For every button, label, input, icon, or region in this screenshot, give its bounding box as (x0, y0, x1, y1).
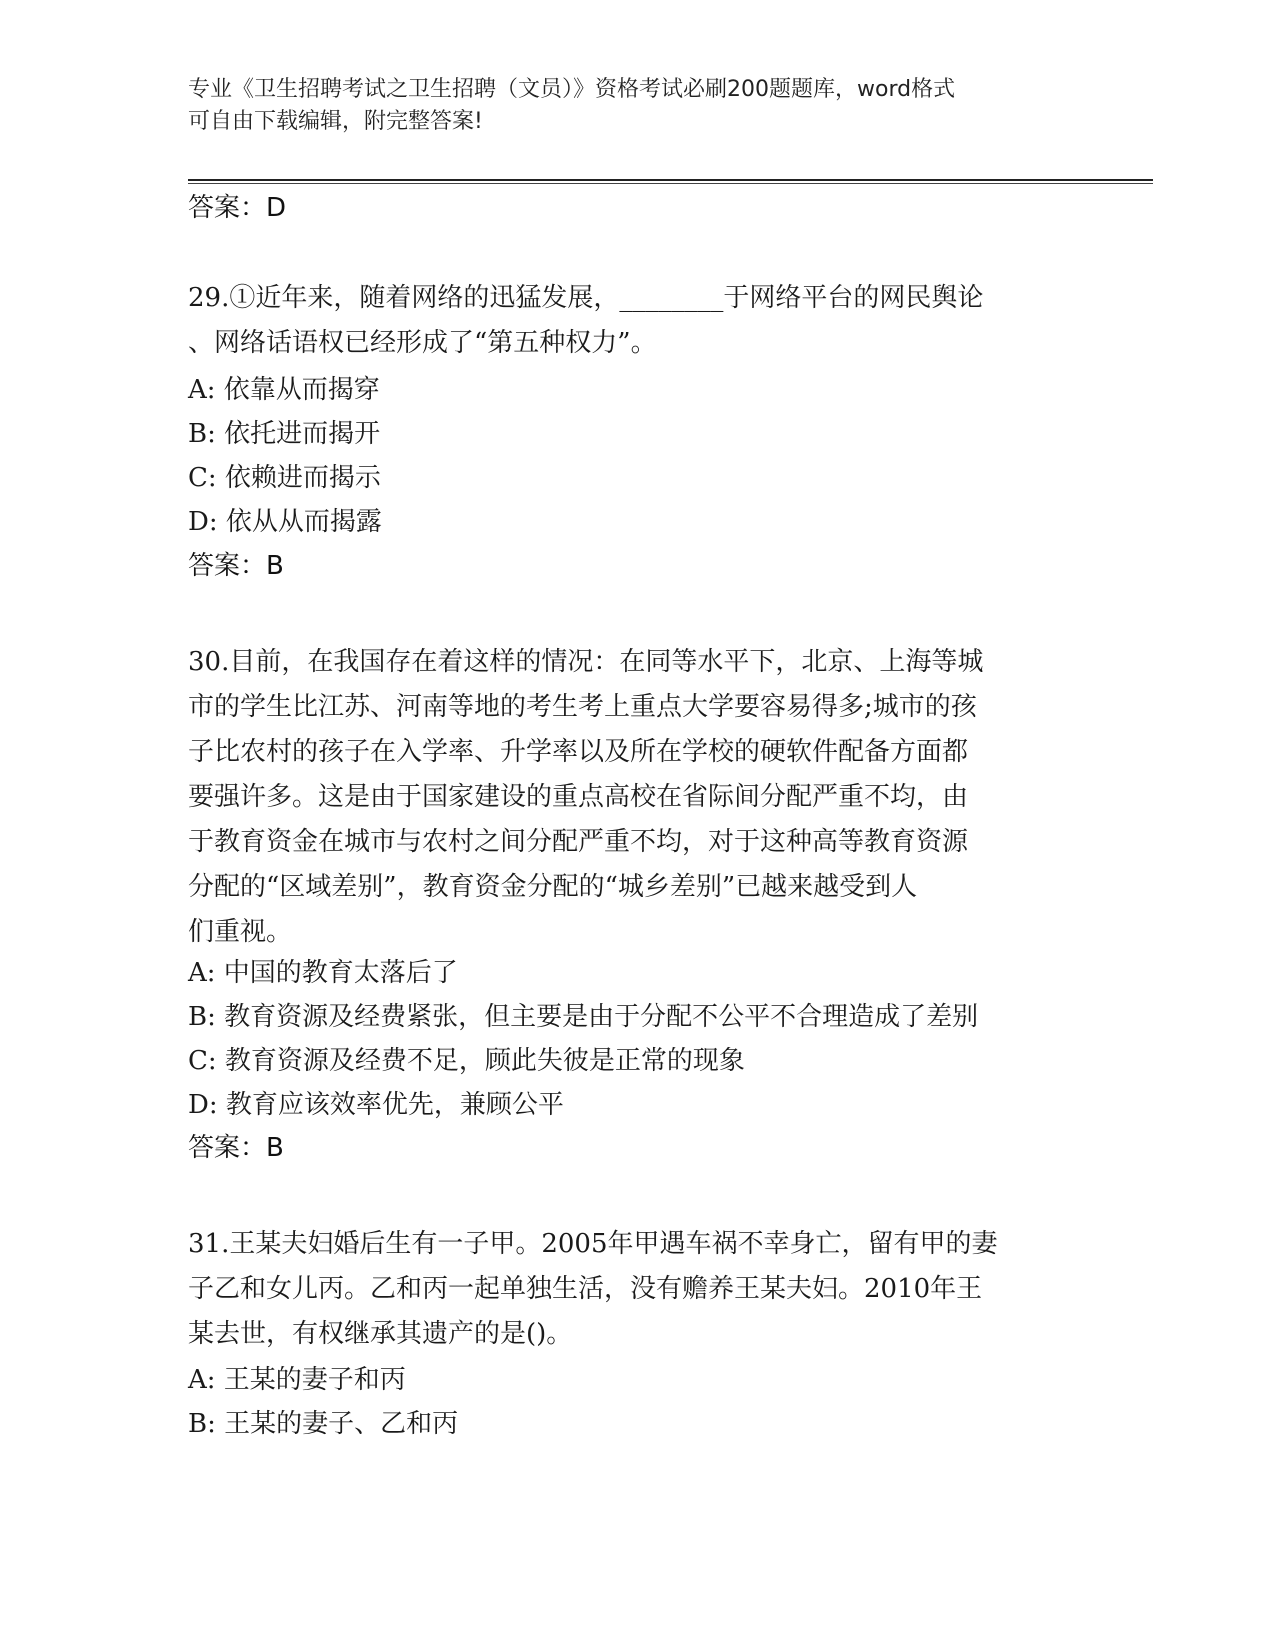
question-line: 们重视。 (188, 917, 293, 947)
question-line: 要强许多。这是由于国家建设的重点高校在省际间分配严重不均，由 (188, 782, 969, 812)
question-line: 、网络话语权已经形成了“第五种权力”。 (188, 328, 657, 358)
question-30-option-b: B: 教育资源及经费紧张，但主要是由于分配不公平不合理造成了差别 (188, 1002, 979, 1032)
question-30-option-d: D: 教育应该效率优先，兼顾公平 (188, 1090, 564, 1120)
header-line-1: 专业《卫生招聘考试之卫生招聘（文员）》资格考试必刷200题题库，word格式 (188, 77, 956, 102)
question-line: 于教育资金在城市与农村之间分配严重不均，对于这种高等教育资源 (188, 827, 969, 857)
question-29-option-b: B: 依托进而揭开 (188, 419, 381, 449)
question-31-option-a: A: 王某的妻子和丙 (188, 1365, 406, 1395)
question-line: 29.①近年来，随着网络的迅猛发展，________于网络平台的网民舆论 (188, 283, 984, 313)
question-line: 子乙和女儿丙。乙和丙一起单独生活，没有赡养王某夫妇。2010年王 (188, 1274, 983, 1304)
question-30-answer: 答案：B (188, 1133, 284, 1163)
question-29-text (188, 276, 983, 366)
previous-answer: 答案：D (188, 193, 287, 223)
question-line: 某去世，有权继承其遗产的是()。 (188, 1319, 573, 1349)
question-29-option-c: C: 依赖进而揭示 (188, 463, 381, 493)
question-31-option-b: B: 王某的妻子、乙和丙 (188, 1409, 459, 1439)
question-29-answer: 答案：B (188, 551, 284, 581)
question-29-option-a: A: 依靠从而揭穿 (188, 375, 380, 405)
header-line-2: 可自由下载编辑，附完整答案! (188, 109, 483, 134)
question-line: 分配的“区域差别”，教育资金分配的“城乡差别”已越来越受到人 (188, 872, 918, 902)
question-line: 市的学生比江苏、河南等地的考生考上重点大学要容易得多;城市的孩 (188, 692, 977, 722)
question-31-text (188, 1222, 998, 1357)
header-rule-thick (188, 179, 1153, 181)
question-line: 31.王某夫妇婚后生有一子甲。2005年甲遇车祸不幸身亡，留有甲的妻 (188, 1229, 998, 1259)
question-30-option-c: C: 教育资源及经费不足，顾此失彼是正常的现象 (188, 1046, 745, 1076)
header-rule-thin (188, 183, 1153, 184)
question-line: 子比农村的孩子在入学率、升学率以及所在学校的硬软件配备方面都 (188, 737, 969, 767)
question-30-text (188, 640, 983, 955)
question-29-option-d: D: 依从从而揭露 (188, 507, 382, 537)
document-header (188, 74, 1088, 138)
question-line: 30.目前，在我国存在着这样的情况：在同等水平下，北京、上海等城 (188, 647, 984, 677)
question-30-option-a: A: 中国的教育太落后了 (188, 958, 458, 988)
